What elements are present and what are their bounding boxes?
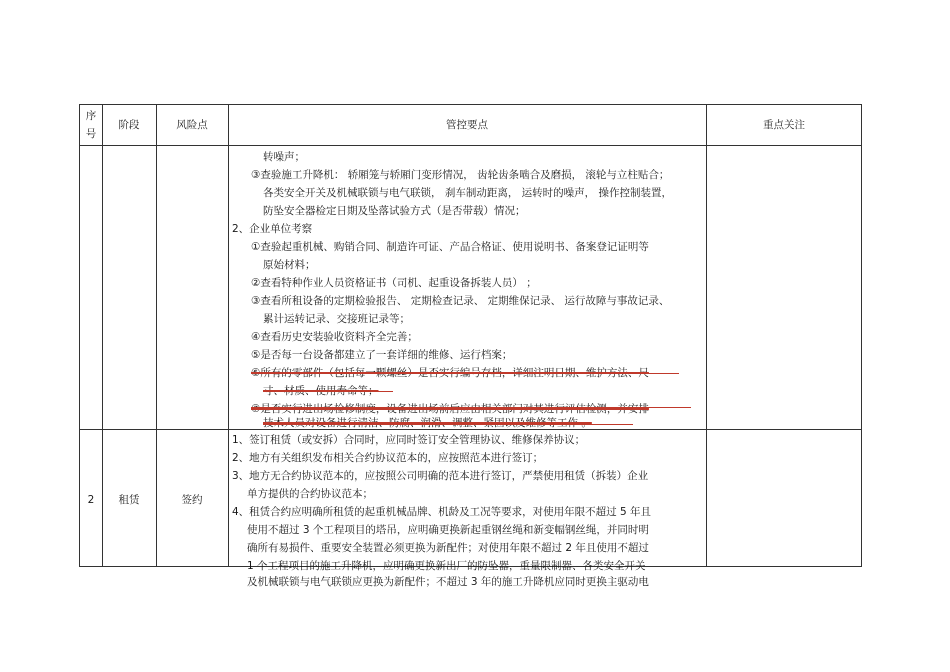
text-line: 确所有易损件、重要安全装置必须更换为新配件；对使用年限不超过 2 年且使用不超过 [247,542,649,554]
row2-risk: 签约 [181,494,203,506]
text-line: 及机械联锁与电气联锁应更换为新配件；不超过 3 年的施工升降机应同时更换主驱动电 [247,576,649,588]
text-line: ①查验起重机械、购销合同、制造许可证、产品合格证、使用说明书、备案登记证明等 [251,241,649,253]
header-seq-line2: 号 [85,128,97,140]
strike-line [251,407,691,408]
text-line: 原始材料； [263,259,316,271]
strike-line [263,391,393,392]
header-stage: 阶段 [118,119,140,131]
text-line: 3、地方无合约协议范本的，应按照公司明确的范本进行签订，严禁使用租赁（拆装）企业 [232,470,649,482]
column-divider [706,105,707,566]
row2-seq: 2 [87,494,95,506]
text-line: 转噪声； [263,151,305,163]
text-line: 2、企业单位考察 [232,223,313,235]
row2-stage: 租赁 [118,494,140,506]
text-line: ③查验施工升降机： 轿厢笼与轿厢门变形情况， 齿轮齿条啮合及磨损， 滚轮与立柱贴合； [251,169,670,181]
row-divider [80,429,861,430]
struck-text-line: 技术人员对设备进行清洁、防腐、润滑、调整、紧固以及维修等工作 。 [263,417,592,429]
text-line: ⑤是否每一台设备都建立了一套详细的维修、运行档案； [251,349,513,361]
text-line: ③查看所租设备的定期检验报告、 定期检查记录、 定期维保记录、 运行故障与事故记录、 [251,295,670,307]
strike-line [251,373,679,374]
risk-control-table [79,104,862,588]
header-divider [80,145,861,146]
text-line: 1 个工程项目的施工升降机，应明确更换新出厂的防坠器，重量限制器、各类安全开关 [247,560,646,572]
header-seq-line1: 序 [85,110,97,122]
text-line: 防坠安全器检定日期及坠落试验方式（是否带载）情况； [263,205,526,217]
struck-text-line: ⑦是否实行进出场检修制度，设备进出场前后应由相关部门对其进行评估检测，并安排 [251,403,649,415]
column-divider [228,105,229,566]
struck-text-line: 寸、材质、使用寿命等； [263,385,379,397]
struck-text-line: ⑥所有的零部件（包括每一颗螺丝）是否实行编号存档，详细注明日期、维护方法、尺 [251,367,649,379]
text-line: 使用不超过 3 个工程项目的塔吊，应明确更换新起重钢丝绳和新变幅钢丝绳，并同时明 [247,524,649,536]
text-line: 2、地方有关组织发布相关合约协议范本的，应按照范本进行签订； [232,452,544,464]
text-line: 4、租赁合约应明确所租赁的起重机械品牌、机龄及工况等要求，对使用年限不超过 5 年且 [232,506,652,518]
text-line: 累计运转记录、交接班记录等； [263,313,410,325]
text-line: ④查看历史安装验收资料齐全完善； [251,331,418,343]
text-line: 1、签订租赁（或安拆）合同时，应同时签订安全管理协议、维修保养协议； [232,434,586,446]
header-risk: 风险点 [176,119,208,131]
text-line: ②查看特种作业人员资格证书（司机、起重设备拆装人员） ； [251,277,537,289]
text-line: 单方提供的合约协议范本； [247,488,373,500]
strike-line [263,424,633,425]
text-line: 各类安全开关及机械联锁与电气联锁， 刹车制动距离， 运转时的噪声， 操作控制装置， [263,187,673,199]
header-control: 管控要点 [446,119,488,131]
header-focus: 重点关注 [763,119,805,131]
header-seq [80,107,102,143]
